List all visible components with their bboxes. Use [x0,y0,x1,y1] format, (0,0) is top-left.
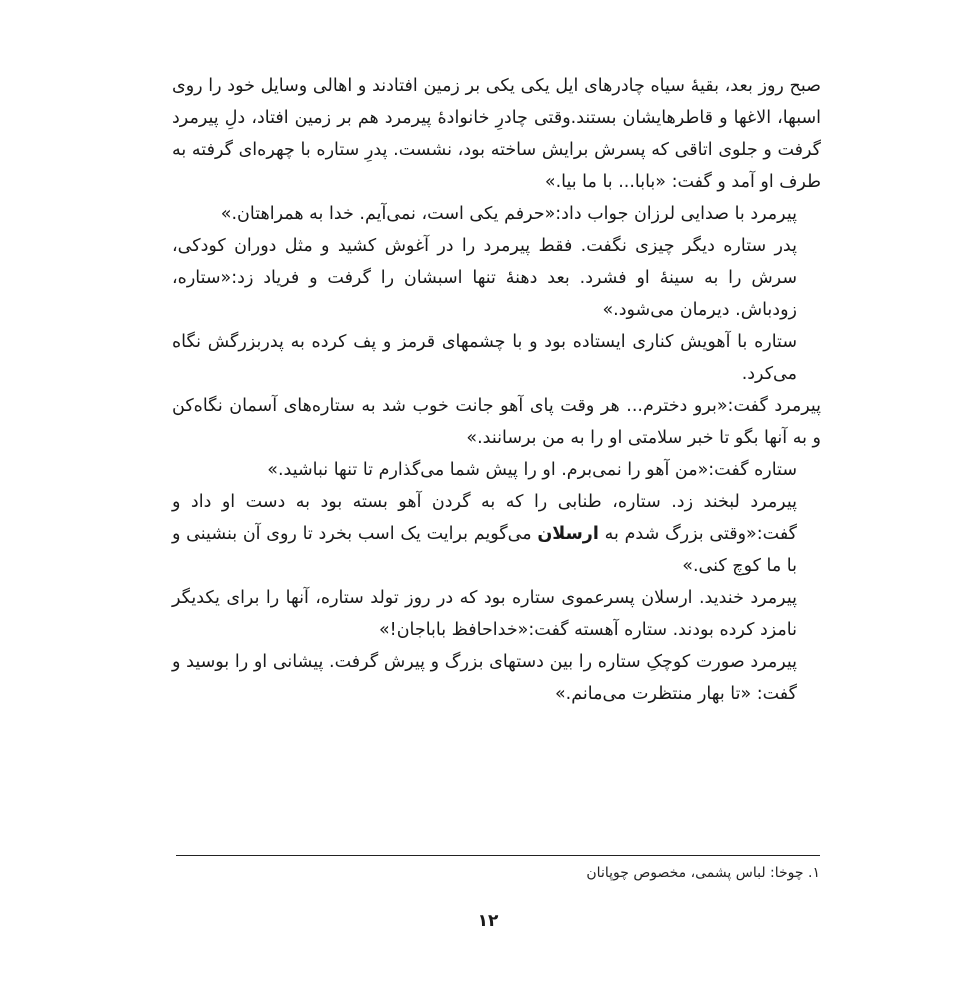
main-text [172,70,821,710]
paragraph-3: پدر ستاره دیگر چیزی نگفت. فقط پیرمرد را در آغوش کشید و مثل دوران کودکی، سرش را به سینهٔ او فشرد. بعد دهنهٔ تنها اسبشان را گرفت و فریاد زد:«ستاره، زودباش. دیرمان می‌شود.» [172,236,797,320]
paragraph-5: پیرمرد گفت:«برو دخترم... هر وقت پای آهو جانت خوب شد به ستاره‌های آسمان نگاه‌کن و به آنها بگو تا خبر سلامتی او را به من برسانند.» [172,396,821,448]
footnote-divider [176,855,820,856]
paragraph-7-start: پیرمرد لبخند زد. ستاره، طنابی را که به گردن آهو بسته بود به دست او داد و گفت:«وقتی بزرگ شدم به [172,492,798,544]
paragraph-2: پیرمرد با صدایی لرزان جواب داد:«حرفم یکی است، نمی‌آیم. خدا به همراهتان.» [220,204,797,224]
paragraph-6: ستاره گفت:«من آهو را نمی‌برم. او را پیش شما می‌گذارم تا تنها نباشید.» [267,460,797,480]
page-number: ۱۲ [477,911,499,931]
paragraph-4: ستاره با آهویش کناری ایستاده بود و با چشمهای قرمز و پف کرده به پدربزرگش نگاه می‌کرد. [172,332,797,384]
paragraph-8: پیرمرد خندید. ارسلان پسرعموی ستاره بود که در روز تولد ستاره، آنها را برای یکدیگر نامزد کرده بودند. ستاره آهسته گفت:«خداحافظ باباجان!» [172,588,797,640]
paragraph-7-end: می‌گویم برایت یک اسب بخرد تا روی آن بنشینی و با ما کوچ کنی.» [172,524,797,576]
paragraph-9: پیرمرد صورت کوچکِ ستاره را بین دستهای بزرگ و پیرش گرفت. پیشانی او را بوسید و گفت: «تا بهار منتظرت می‌مانم.» [172,652,797,704]
footnote: ۱. چوخا: لباس پشمی، مخصوص چوپانان [586,865,820,881]
paragraph-7 [172,486,821,582]
paragraph-1: صبح روز بعد، بقیهٔ سیاه چادرهای ایل یکی یکی بر زمین افتادند و اهالی وسایل خود را روی اسبها، الاغها و قاطرهایشان بستند.وقتی چادرِ خانوادهٔ پیرمرد هم بر زمین افتاد، دلِ پیرمرد گرفت و جلوی اتاقی که پسرش برایش ساخته بود، نشست. پدرِ ستاره با چهره‌ای گرفته به طرف او آمد و گفت: «بابا... با ما بیا.» [172,76,821,192]
name-arsalan: ارسلان [537,524,599,544]
